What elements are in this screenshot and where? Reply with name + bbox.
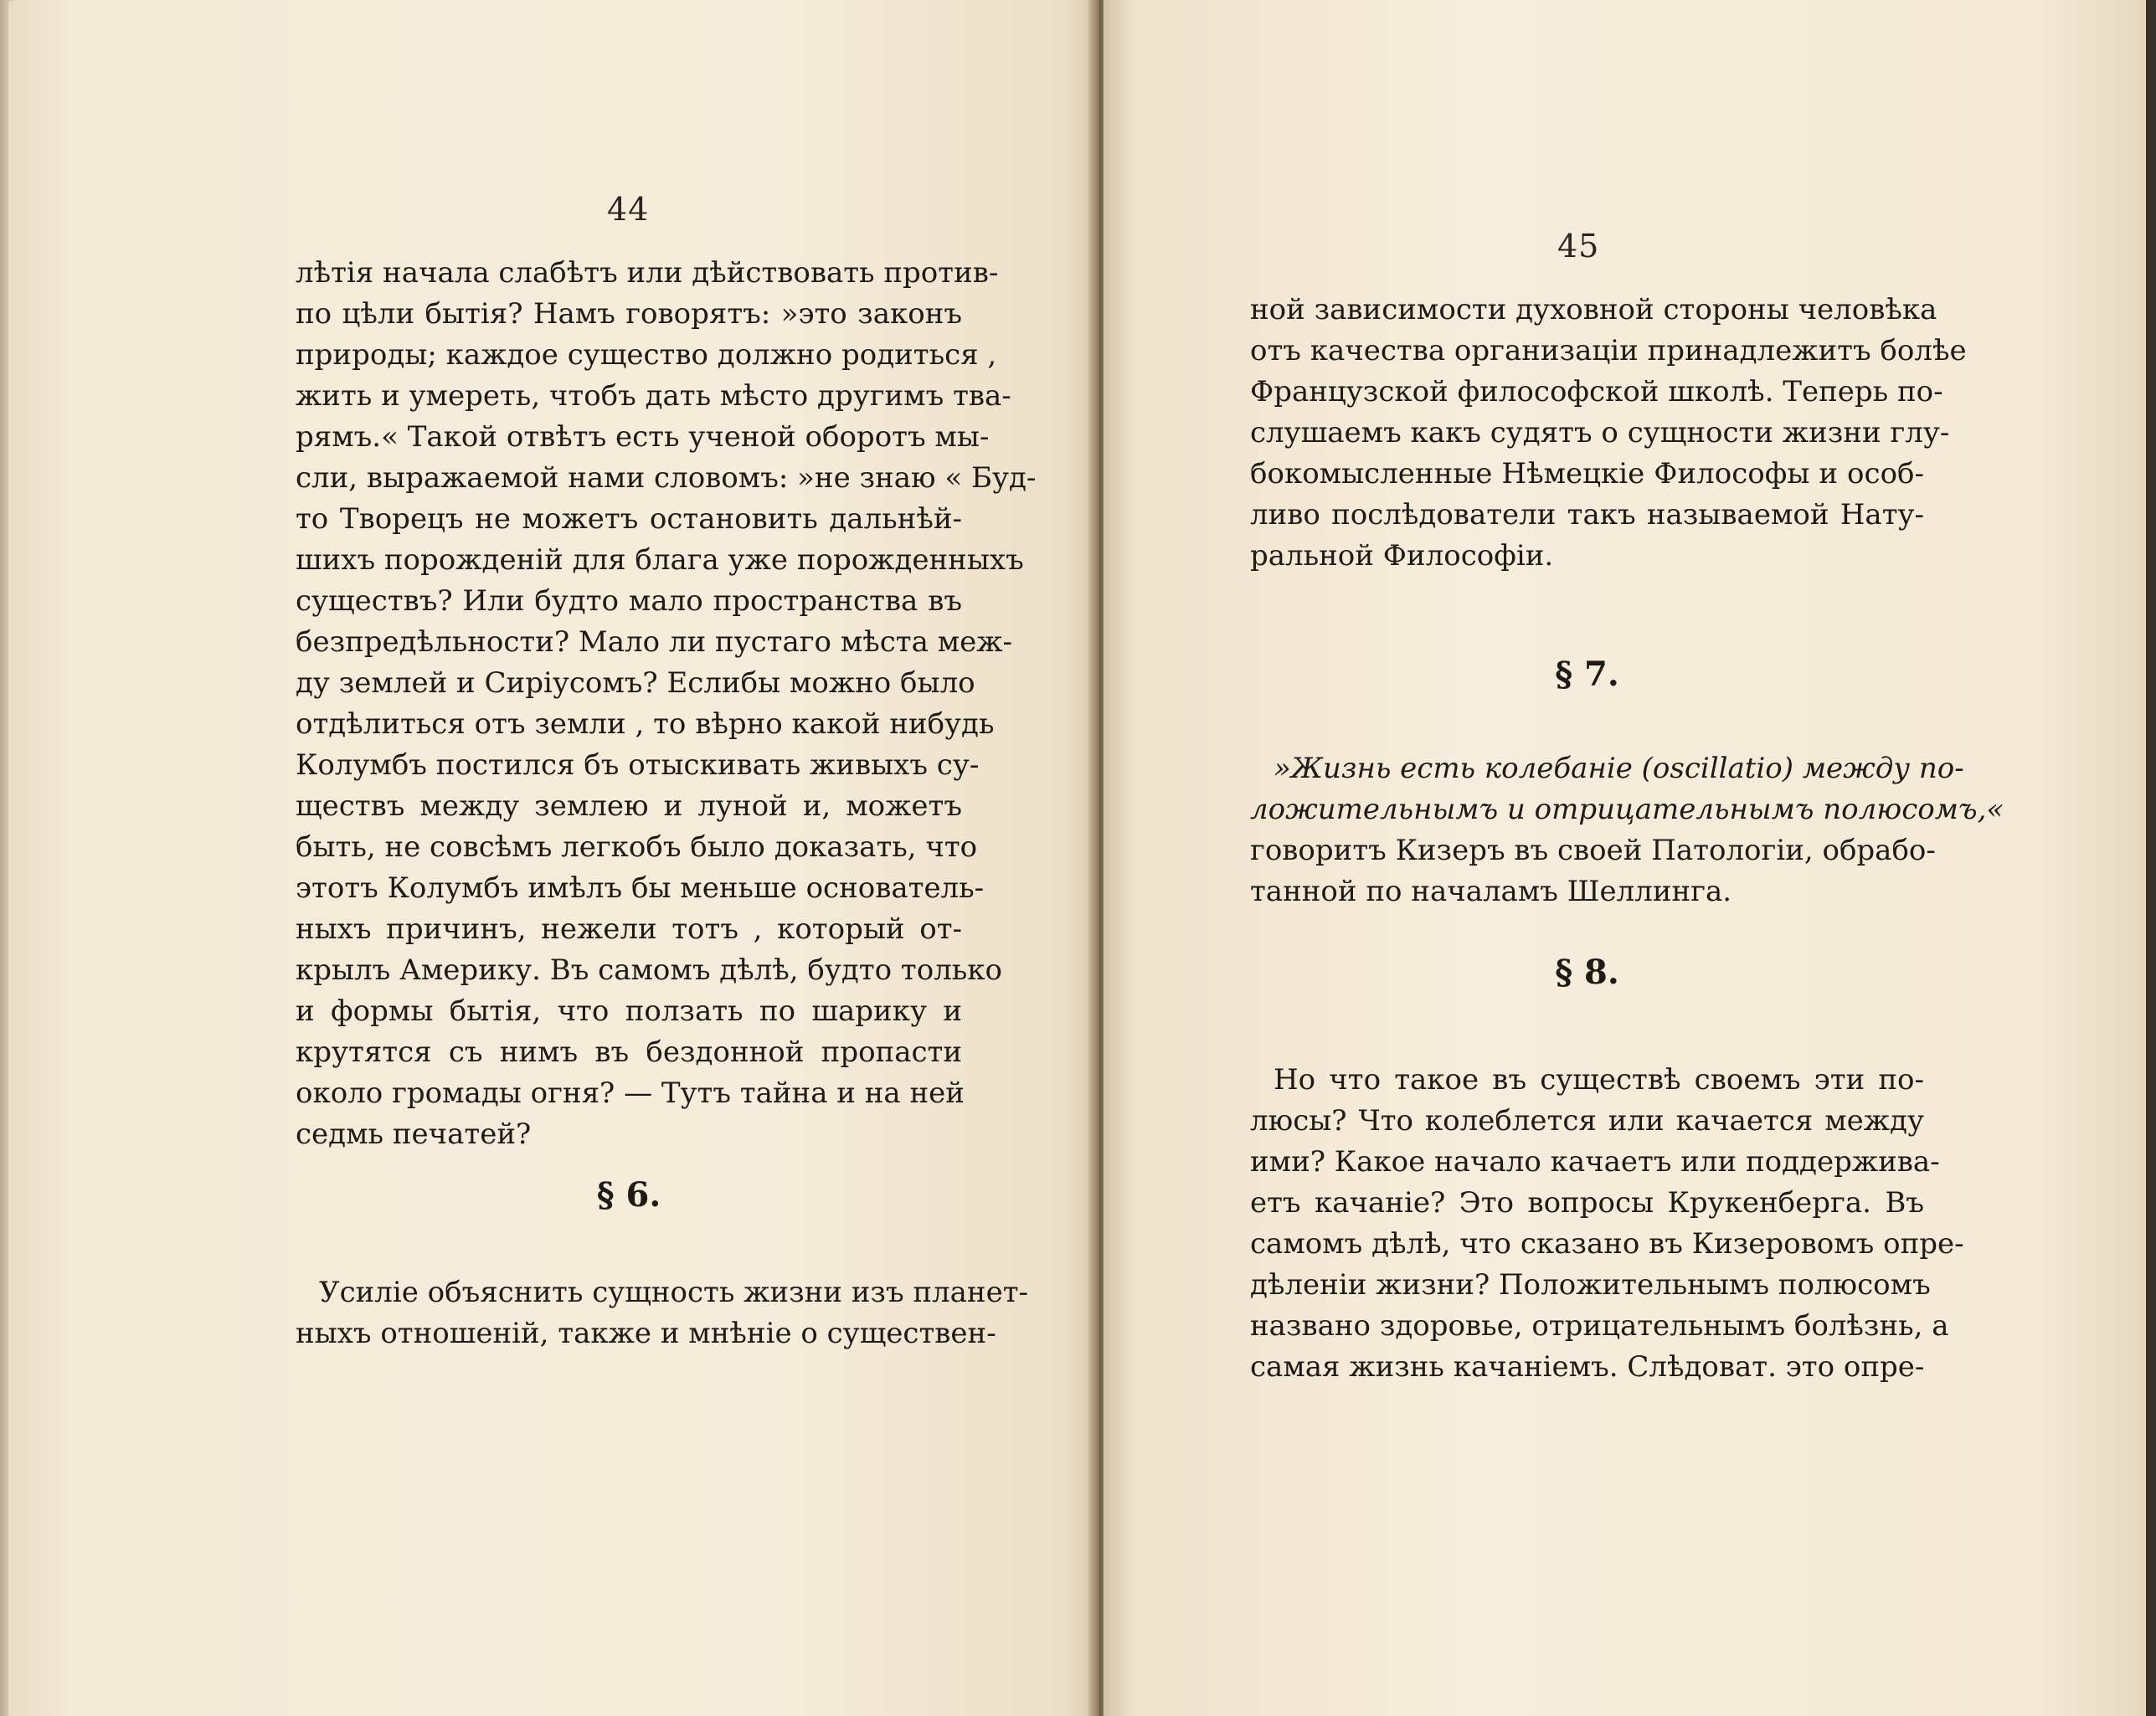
section-heading-6: § 6. — [596, 1175, 661, 1215]
left-page-number: 44 — [607, 191, 650, 228]
right-page-number: 45 — [1557, 228, 1600, 265]
text-line: етъ качаніе? Это вопросы Крукенберга. Въ — [1250, 1186, 1924, 1220]
left-main-text — [296, 253, 1037, 1155]
text-line: шихъ порожденій для блага уже порожденныхъ — [296, 543, 1024, 577]
text-line: самомъ дѣлѣ, что сказано въ Кизеровомъ опре- — [1250, 1227, 1964, 1261]
text-line: крутятся съ нимъ въ бездонной пропасти — [296, 1035, 962, 1069]
text-line: отдѣлиться отъ земли , то вѣрно какой нибудь — [296, 707, 995, 741]
text-line: и формы бытія, что ползать по шарику и — [296, 994, 962, 1028]
text-line: танной по началамъ Шеллинга. — [1250, 875, 1732, 908]
text-line: Но что такое въ существѣ своемъ эти по- — [1274, 1063, 1924, 1097]
left-page — [8, 0, 1097, 1716]
right-section7-text — [1250, 748, 2004, 912]
quote-line: »Жизнь есть колебаніе (oscillatio) между по- — [1274, 752, 1964, 785]
text-line: ной зависимости духовной стороны человѣка — [1250, 293, 1937, 326]
text-line: сли, выражаемой нами словомъ: »не знаю « Буд- — [296, 461, 1037, 495]
text-line: самая жизнь качаніемъ. Слѣдоват. это опре- — [1250, 1350, 1925, 1384]
text-line: говоритъ Кизеръ въ своей Патологіи, обрабо- — [1250, 834, 1936, 867]
text-line: ществъ между землею и луной и, можетъ — [296, 789, 962, 823]
text-line: ду землей и Сиріусомъ? Еслибы можно было — [296, 666, 975, 700]
right-page — [1104, 0, 2146, 1716]
text-line: ральной Философіи. — [1250, 539, 1554, 573]
text-line: названо здоровье, отрицательнымъ болѣзнь, а — [1250, 1309, 1949, 1343]
text-line: слушаемъ какъ судятъ о сущности жизни глу- — [1250, 416, 1950, 450]
text-line: ливо послѣдователи такъ называемой Нату- — [1250, 498, 1924, 532]
text-line: природы; каждое существо должно родиться , — [296, 338, 997, 372]
text-line: около громады огня? — Тутъ тайна и на ней — [296, 1076, 965, 1110]
text-line: быть, не совсѣмъ легкобъ было доказать, что — [296, 830, 978, 864]
text-line: этотъ Колумбъ имѣлъ бы меньше основатель- — [296, 871, 985, 905]
text-line: Колумбъ постился бъ отыскивать живыхъ су- — [296, 748, 980, 782]
text-line: рямъ.« Такой отвѣтъ есть ученой оборотъ мы- — [296, 420, 990, 454]
text-line: существъ? Или будто мало пространства въ — [296, 584, 962, 618]
right-main-text — [1250, 290, 1967, 577]
text-line: отъ качества организаціи принадлежитъ болѣе — [1250, 334, 1967, 367]
left-section-text — [296, 1272, 1029, 1354]
text-line: ныхъ причинъ, нежели тотъ , который от- — [296, 912, 962, 946]
text-line: люсы? Что колеблется или качается между — [1250, 1104, 1924, 1138]
text-line: дѣленіи жизни? Положительнымъ полюсомъ — [1250, 1268, 1931, 1302]
text-line: Усиліе объяснить сущность жизни изъ планет- — [319, 1276, 1029, 1309]
text-line: лѣтія начала слабѣтъ или дѣйствовать против- — [296, 256, 999, 290]
quote-line: ложительнымъ и отрицательнымъ полюсомъ,« — [1250, 793, 2004, 826]
text-line: ими? Какое начало качаетъ или поддержива- — [1250, 1145, 1940, 1179]
text-line: ныхъ отношеній, также и мнѣніе о существен- — [296, 1317, 996, 1350]
text-line: бокомысленные Нѣмецкіе Философы и особ- — [1250, 457, 1924, 491]
right-section8-text — [1250, 1060, 1964, 1388]
text-line: Французской философской школѣ. Теперь по- — [1250, 375, 1943, 408]
section-heading-7: § 7. — [1555, 655, 1619, 694]
text-line: седмь печатей? — [296, 1117, 532, 1151]
text-line: жить и умереть, чтобъ дать мѣсто другимъ тва- — [296, 379, 1011, 413]
section-heading-8: § 8. — [1555, 953, 1619, 992]
text-line: крылъ Америку. Въ самомъ дѣлѣ, будто только — [296, 953, 1003, 987]
text-line: безпредѣльности? Мало ли пустаго мѣста меж- — [296, 625, 1013, 659]
text-line: то Творецъ не можетъ остановить дальнѣй- — [296, 502, 962, 536]
text-line: по цѣли бытія? Намъ говорятъ: »это законъ — [296, 297, 962, 331]
